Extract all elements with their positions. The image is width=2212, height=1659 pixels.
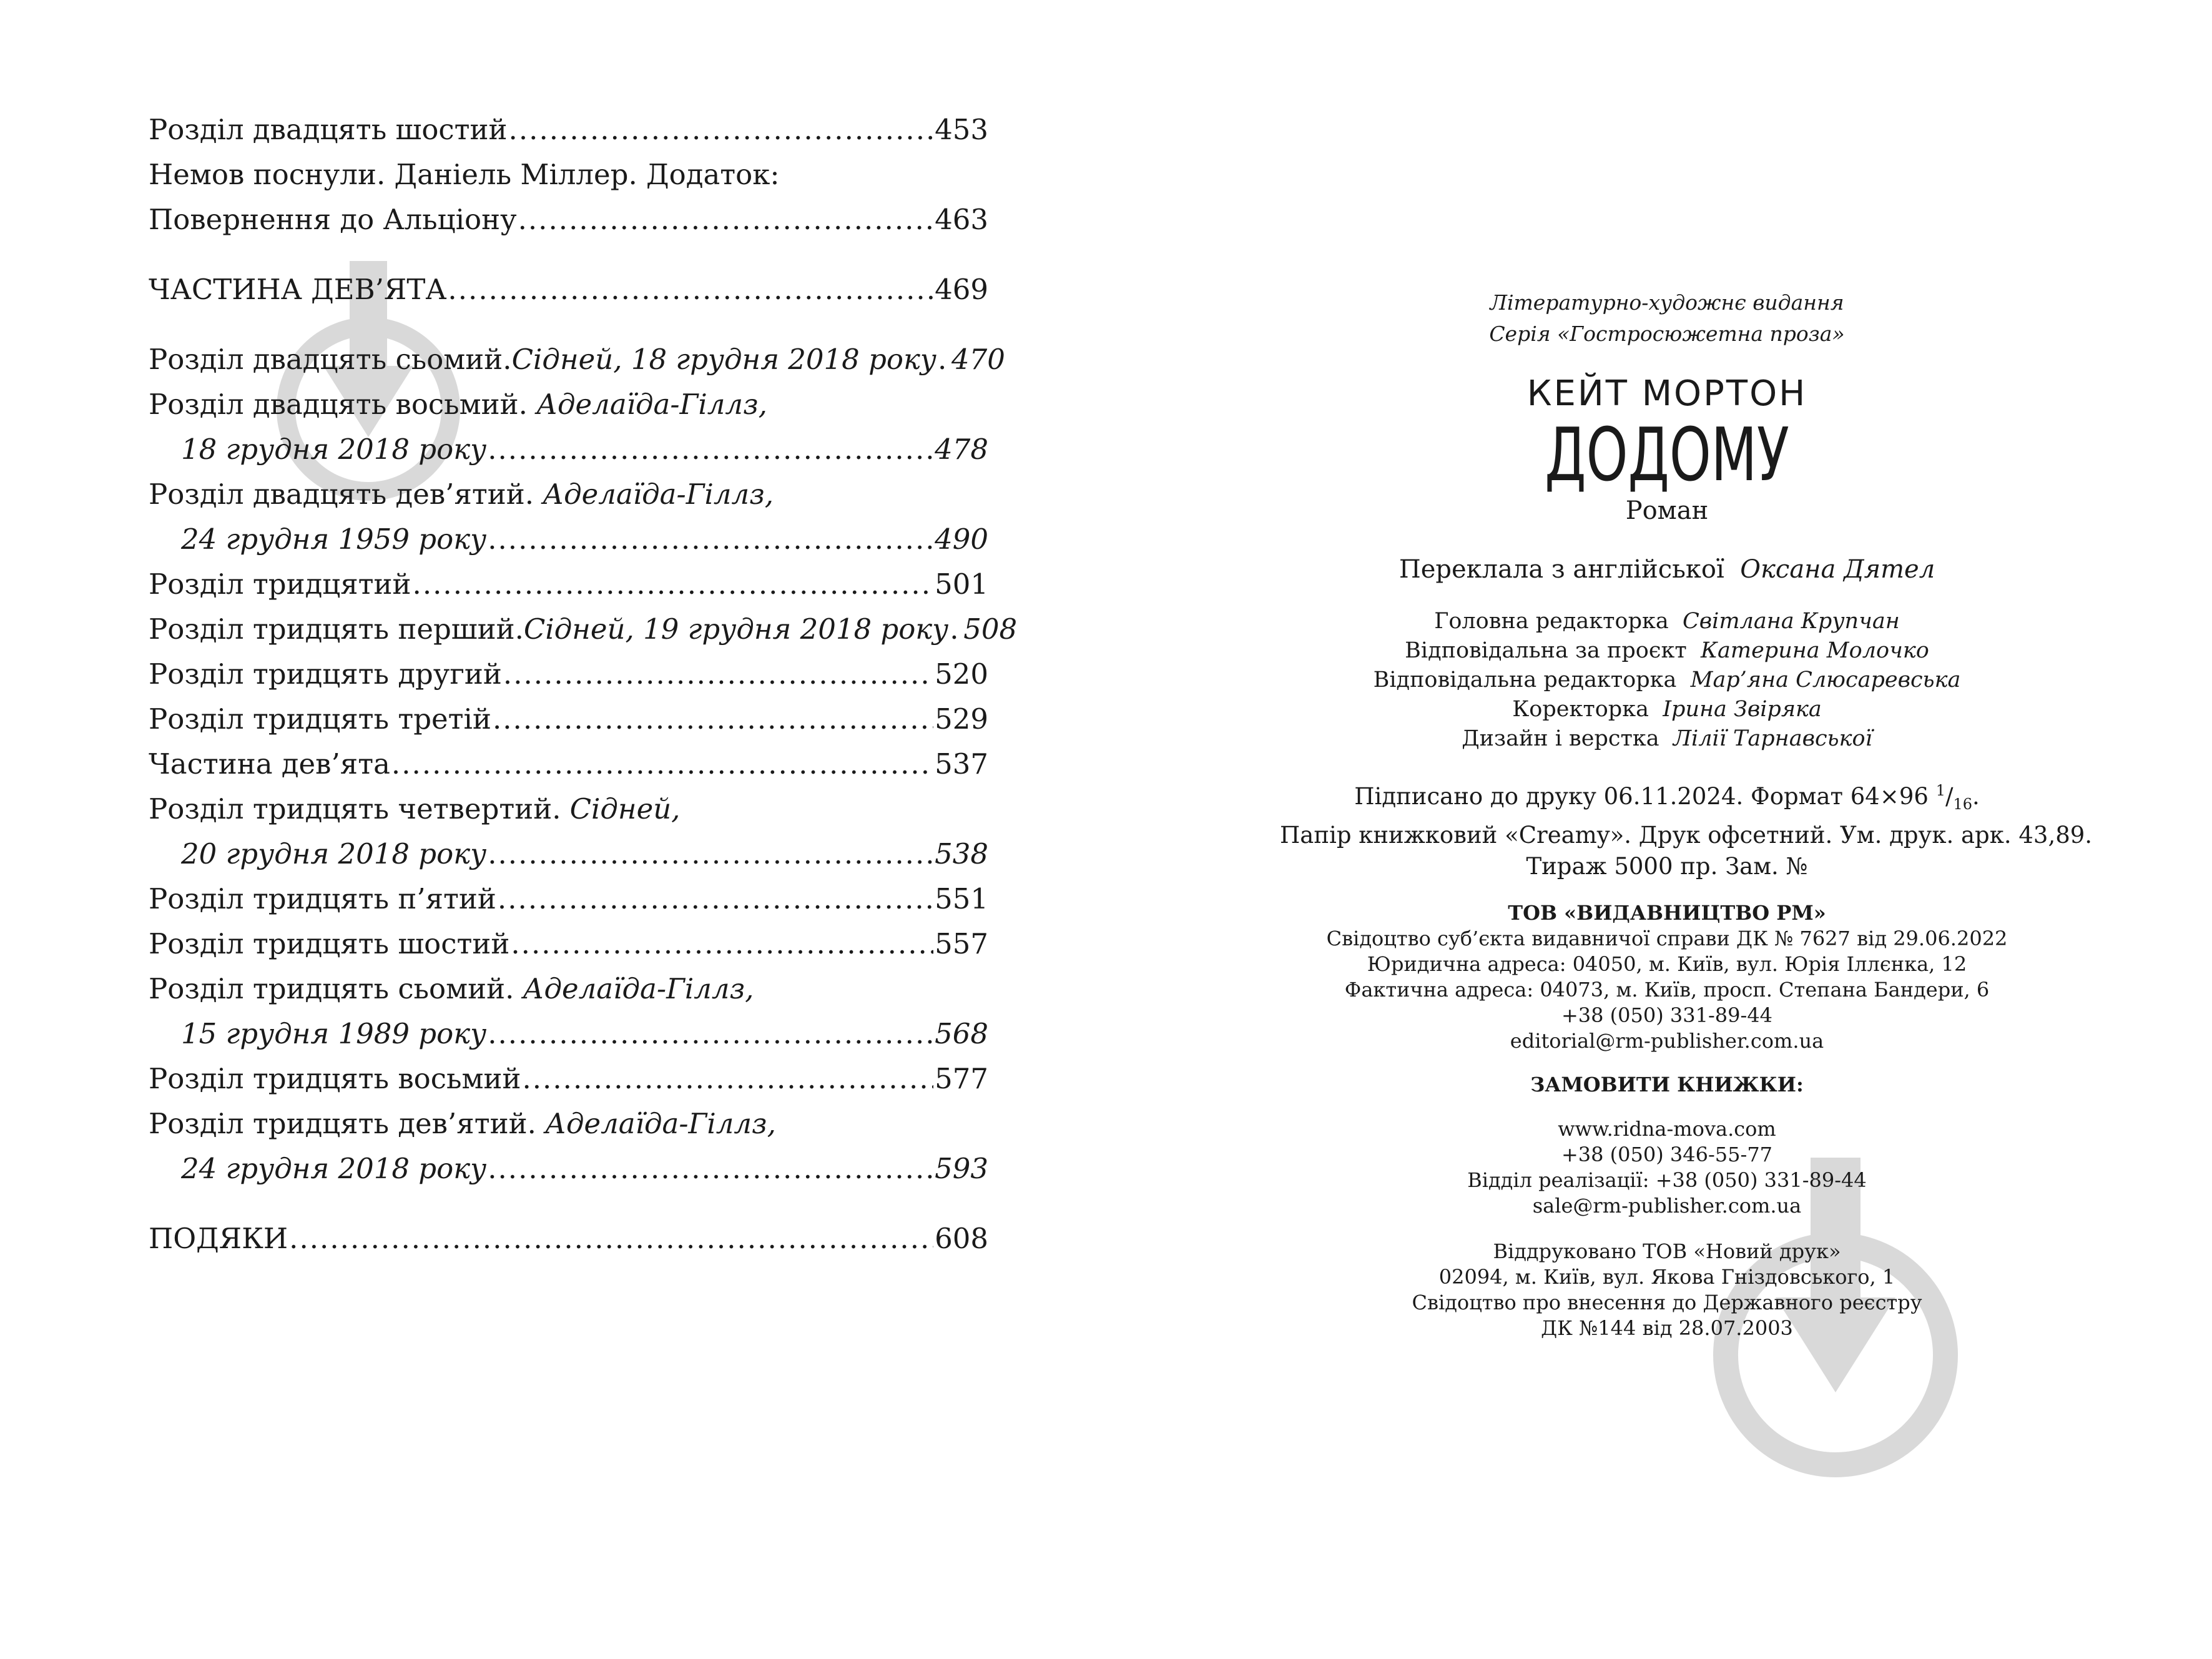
toc-entry-subtitle: Аделаїда-Гіллз, (543, 478, 774, 511)
toc-row[interactable] (149, 1101, 988, 1146)
publisher-line: Свідоцтво суб’єкта видавничої справи ДК № 7627 від 29.06.2022 (1326, 927, 2008, 950)
credit-role: Коректорка (1512, 697, 1649, 722)
credit-line (1280, 607, 2054, 636)
toc-page-number: 593 (935, 1152, 988, 1185)
toc-entry-title: Розділ тридцять дев’ятий. (149, 1107, 536, 1140)
publisher-phone: +38 (050) 331-89-44 (1561, 1003, 1773, 1027)
toc-row[interactable] (149, 742, 988, 787)
toc-row[interactable] (149, 562, 988, 607)
format-fraction-numerator: 1 (1935, 782, 1945, 799)
printer-info (1280, 1239, 2054, 1341)
order-website[interactable]: www.ridna-mova.com (1558, 1117, 1776, 1141)
edition-type: Літературно-художнє видання (1490, 290, 1844, 315)
dot-leader (503, 652, 933, 697)
toc-entry-title: ПОДЯКИ (149, 1222, 288, 1255)
credit-line (1280, 636, 2054, 666)
dot-leader (488, 427, 933, 472)
toc-entry-title: Розділ тридцять четвертий. (149, 792, 561, 825)
publisher-line: Юридична адреса: 04050, м. Київ, вул. Юрія Іллєнка, 12 (1367, 952, 1967, 976)
dot-leader (938, 337, 950, 382)
toc-row[interactable] (149, 967, 988, 1012)
toc-entry-subtitle: Сідней, (569, 792, 681, 825)
toc-entry-subtitle: Аделаїда-Гіллз, (523, 972, 754, 1005)
dot-leader (493, 697, 933, 742)
toc-entry-subtitle: 15 грудня 1989 року (181, 1017, 487, 1050)
sales-phone: Відділ реалізації: +38 (050) 331-89-44 (1467, 1168, 1867, 1192)
dot-leader (522, 1056, 933, 1101)
dot-leader (448, 267, 933, 312)
toc-row[interactable] (149, 427, 988, 472)
book-author: КЕЙТ МОРТОН (1526, 373, 1807, 414)
translator-name: Оксана Дятел (1740, 555, 1935, 584)
toc-page-number: 557 (935, 927, 988, 960)
toc-row[interactable] (149, 337, 1005, 382)
dot-leader (511, 922, 933, 967)
toc-page-number: 538 (935, 837, 988, 870)
toc-entry-subtitle: 18 грудня 2018 року (181, 433, 487, 466)
toc-page-number: 478 (935, 433, 988, 466)
credit-name: Катерина Молочко (1700, 638, 1929, 663)
credit-role: Головна редакторка (1434, 609, 1669, 634)
credit-role: Відповідальна за проєкт (1405, 638, 1687, 663)
toc-row[interactable] (149, 197, 988, 242)
sales-email[interactable]: sale@rm-publisher.com.ua (1532, 1194, 1802, 1218)
toc-entry-title: Розділ тридцятий (149, 568, 411, 601)
toc-entry-title: Розділ двадцять сьомий. (149, 343, 512, 376)
toc-entry-title: Розділ тридцять п’ятий (149, 882, 496, 915)
printer-line: ДК №144 від 28.07.2003 (1541, 1316, 1793, 1340)
spec-text: Підписано до друку 06.11.2024. Формат 64×96 (1354, 783, 1929, 810)
toc-row[interactable] (149, 517, 988, 562)
toc-entry-title: Розділ тридцять другий (149, 657, 502, 691)
dot-leader (498, 877, 933, 922)
toc-row[interactable] (149, 877, 988, 922)
toc-row[interactable] (149, 1012, 988, 1056)
printer-line: 02094, м. Київ, вул. Якова Гніздовського, 1 (1438, 1265, 1895, 1289)
credit-role: Дизайн і верстка (1462, 726, 1659, 751)
toc-page-number: 470 (951, 343, 1005, 376)
toc-row[interactable] (149, 697, 988, 742)
credit-name: Мар’яна Слюсаревська (1690, 667, 1961, 692)
toc-entry-title: Розділ тридцять сьомий. (149, 972, 514, 1005)
toc-page-number: 537 (935, 747, 988, 780)
order-heading: ЗАМОВИТИ КНИЖКИ: (1530, 1073, 1804, 1096)
imprint-page (1280, 287, 2093, 1341)
printer-line: Віддруковано ТОВ «Новий друк» (1493, 1239, 1841, 1263)
spec-text: . (1972, 783, 1980, 810)
toc-page-number: 608 (935, 1222, 988, 1255)
publisher-info (1280, 900, 2054, 1054)
toc-row[interactable] (149, 267, 988, 312)
toc-page-number: 529 (935, 702, 988, 736)
toc-row[interactable] (149, 152, 988, 197)
toc-entry-title: Розділ двадцять дев’ятий. (149, 478, 534, 511)
toc-entry-title: ЧАСТИНА ДЕВ’ЯТА (149, 273, 447, 306)
print-spec-line (1280, 775, 2054, 820)
toc-page-number: 551 (935, 882, 988, 915)
credit-name: Лілії Тарнавської (1673, 726, 1872, 751)
toc-row[interactable] (149, 472, 988, 517)
toc-row[interactable] (149, 382, 988, 427)
print-spec-line: Тираж 5000 пр. Зам. № (1526, 853, 1808, 880)
toc-row[interactable] (149, 832, 988, 877)
toc-row[interactable] (149, 652, 988, 697)
toc-entry-subtitle: 24 грудня 2018 року (181, 1152, 487, 1185)
toc-entry-subtitle: Сідней, 18 грудня 2018 року (511, 343, 936, 376)
dot-leader (488, 517, 933, 562)
toc-entry-title: Частина дев’ята (149, 747, 390, 780)
format-fraction-slash: / (1945, 783, 1954, 810)
toc-entry-subtitle: Сідней, 19 грудня 2018 року (523, 613, 949, 646)
format-fraction-denominator: 16 (1953, 795, 1972, 813)
dot-leader (950, 607, 962, 652)
toc-row[interactable] (149, 1056, 988, 1101)
series-name: Серія «Гостросюжетна проза» (1489, 322, 1845, 346)
toc-row[interactable] (149, 922, 988, 967)
dot-leader (488, 1146, 933, 1191)
toc-page-number: 490 (935, 523, 988, 556)
toc-entry-title: Розділ тридцять третій (149, 702, 491, 736)
toc-entry-title: Немов поснули. Даніель Міллер. Додаток: (149, 158, 780, 191)
printer-line: Свідоцтво про внесення до Державного реєстру (1412, 1291, 1922, 1314)
dot-leader (518, 197, 934, 242)
toc-page-number: 501 (935, 568, 988, 601)
book-title: ДОДОМУ (1545, 411, 1789, 498)
credit-line (1280, 724, 2054, 754)
dot-leader (413, 562, 934, 607)
toc-entry-title: Розділ двадцять шостий (149, 113, 508, 146)
toc-page-number: 469 (935, 273, 988, 306)
toc-page-number: 520 (935, 657, 988, 691)
dot-leader (391, 742, 933, 787)
credit-line (1280, 695, 2054, 724)
print-specs (1280, 775, 2093, 882)
dot-leader (488, 1012, 933, 1056)
order-info (1280, 1116, 2054, 1219)
toc-row[interactable] (149, 787, 988, 832)
toc-entry-subtitle: 24 грудня 1959 року (181, 523, 487, 556)
toc-entry-subtitle: Аделаїда-Гіллз, (544, 1107, 776, 1140)
toc-entry-title: Повернення до Альціону (149, 203, 517, 236)
toc-row[interactable] (149, 1146, 988, 1191)
credit-name: Світлана Крупчан (1683, 609, 1900, 634)
toc-entry-title: Розділ двадцять восьмий. (149, 388, 528, 421)
toc-row[interactable] (149, 607, 1018, 652)
credit-role: Відповідальна редакторка (1373, 667, 1677, 692)
dot-leader (488, 832, 933, 877)
toc-entry-subtitle: Аделаїда-Гіллз, (536, 388, 767, 421)
book-genre: Роман (1625, 496, 1709, 525)
translator-label: Переклала з англійської (1398, 555, 1724, 584)
toc-entry-subtitle: 20 грудня 2018 року (181, 837, 487, 870)
dot-leader (289, 1216, 933, 1261)
toc-page-number: 508 (963, 613, 1018, 646)
toc-entry-title: Розділ тридцять шостий (149, 927, 510, 960)
toc-row[interactable] (149, 107, 988, 152)
toc-page-number: 463 (935, 203, 988, 236)
toc-entry-title: Розділ тридцять восьмий (149, 1062, 521, 1095)
credit-line (1280, 666, 2054, 695)
publisher-email: editorial@rm-publisher.com.ua (1510, 1029, 1824, 1053)
toc-row[interactable] (149, 1216, 988, 1261)
publisher-name: ТОВ «ВИДАВНИЦТВО РМ» (1508, 901, 1826, 925)
staff-credits (1280, 607, 2054, 754)
toc-page-number: 577 (935, 1062, 988, 1095)
toc-page-number: 568 (935, 1017, 988, 1050)
print-spec-line: Папір книжковий «Creamy». Друк офсетний. Ум. друк. арк. 43,89. (1280, 822, 2093, 849)
table-of-contents (149, 107, 1018, 1261)
toc-page-number: 453 (935, 113, 988, 146)
toc-entry-title: Розділ тридцять перший. (149, 613, 524, 646)
order-phone: +38 (050) 346-55-77 (1561, 1143, 1773, 1166)
dot-leader (509, 107, 934, 152)
publisher-line: Фактична адреса: 04073, м. Київ, просп. Степана Бандери, 6 (1344, 978, 1990, 1002)
credit-name: Ірина Звіряка (1663, 697, 1822, 722)
translator-credit (1280, 551, 2054, 588)
